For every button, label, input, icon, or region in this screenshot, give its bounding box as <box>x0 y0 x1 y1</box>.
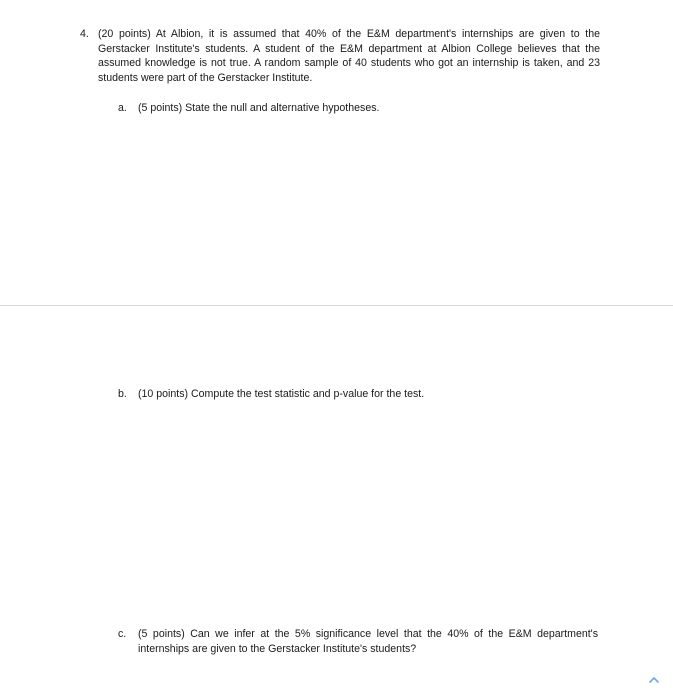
part-c-letter: c. <box>118 628 127 640</box>
question-number: 4. <box>80 28 89 40</box>
part-b-letter: b. <box>118 388 127 400</box>
part-a-letter: a. <box>118 102 127 114</box>
part-b-text: (10 points) Compute the test statistic and p-value for the test. <box>138 388 425 400</box>
part-a-text: (5 points) State the null and alternative hypotheses. <box>138 102 380 114</box>
question-text: (20 points) At Albion, it is assumed that 40% of the E&M department's internships are given to the Gerstacker Institute's students. A student of the E&M department at Albion College believes that the assumed knowledge is not true. A random sample of 40 students who got an internship is taken, and 23 students were part of the Gerstacker Institute. <box>98 28 600 84</box>
part-c-text: (5 points) Can we infer at the 5% significance level that the 40% of the E&M department's internships are given to the Gerstacker Institute's students? <box>138 628 598 655</box>
chevron-up-icon <box>648 674 660 686</box>
scroll-up-button[interactable] <box>647 674 661 688</box>
